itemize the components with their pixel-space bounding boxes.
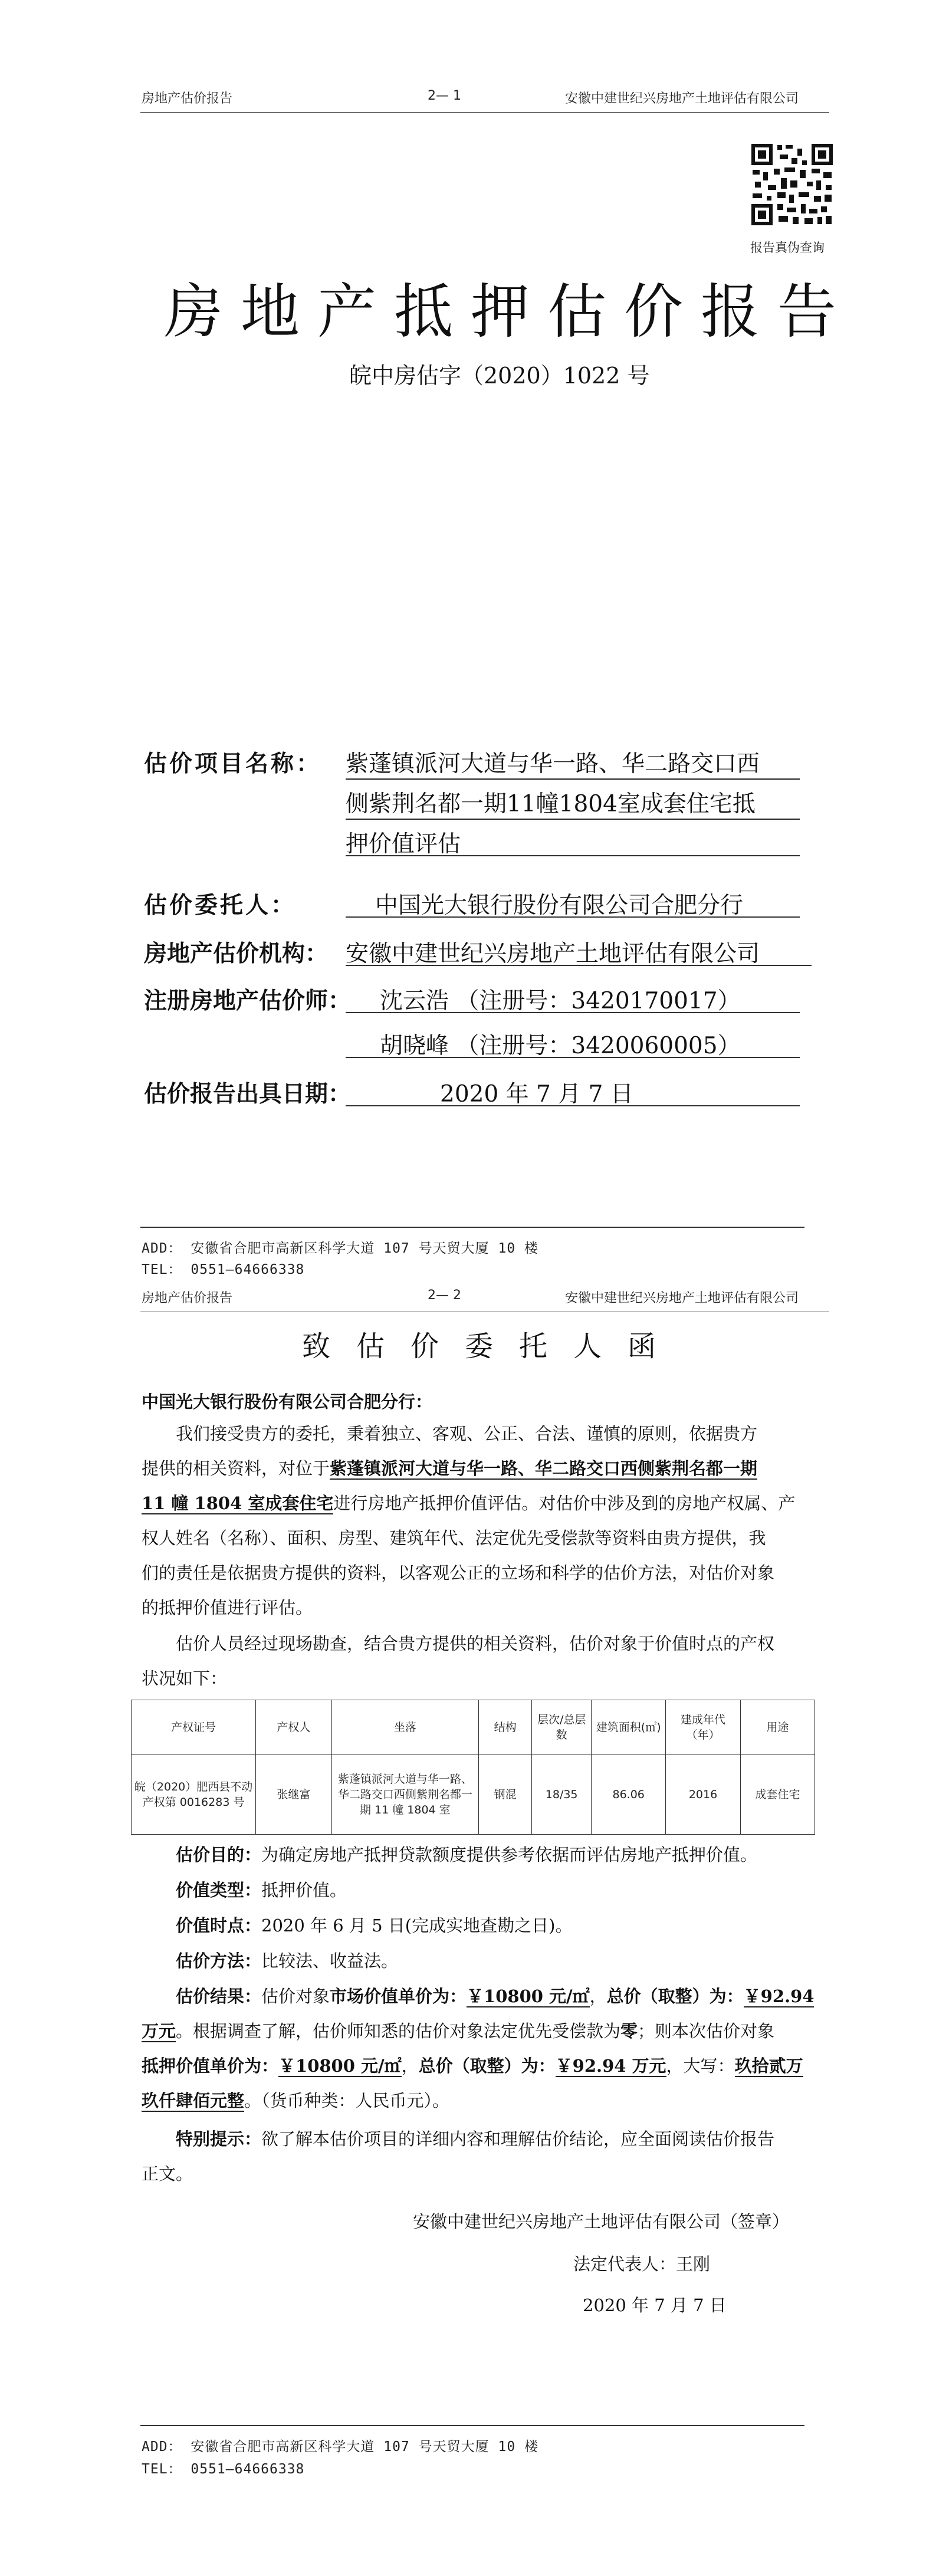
document-number: 皖中房估字（2020）1022 号 bbox=[349, 363, 650, 389]
field-value-date: 2020 年 7 月 7 日 bbox=[440, 1081, 633, 1108]
value-time-line: 价值时点：2020 年 6 月 5 日(完成实地查勘之日)。 bbox=[176, 1915, 573, 1936]
field-value-appraiser-2: 胡晓峰 （注册号：3420060005） bbox=[380, 1033, 741, 1059]
field-value-project-line2: 侧紫荆名都一期11幢1804室成套住宅抵 bbox=[346, 786, 800, 820]
cell-owner: 张继富 bbox=[256, 1754, 331, 1835]
header-left: 房地产估价报告 bbox=[142, 1291, 233, 1306]
th-location: 坐落 bbox=[331, 1700, 478, 1754]
th-cert-no: 产权证号 bbox=[132, 1700, 256, 1754]
cell-structure: 钢混 bbox=[479, 1754, 532, 1835]
field-label-client: 估价委托人： bbox=[144, 892, 297, 919]
field-label-agency: 房地产估价机构： bbox=[144, 940, 329, 967]
cell-area: 86.06 bbox=[592, 1754, 666, 1835]
qr-code-icon bbox=[750, 143, 834, 226]
signature-org: 安徽中建世纪兴房地产土地评估有限公司（签章） bbox=[413, 2212, 790, 2232]
footer-address: ADD： 安徽省合肥市高新区科学大道 107 号天贸大厦 10 楼 bbox=[142, 2439, 539, 2455]
header-page: 2— 2 bbox=[428, 1288, 461, 1303]
cell-cert-no: 皖（2020）肥西县不动产权第 0016283 号 bbox=[132, 1754, 256, 1835]
paragraph-2: 估价人员经过现场勘查，结合贵方提供的相关资料，估价对象于价值时点的产权 状况如下： bbox=[142, 1634, 775, 1688]
report-title: 房地产抵押估价报告 bbox=[164, 277, 854, 346]
footer-tel: TEL： 0551—64666338 bbox=[142, 1262, 305, 1277]
underline bbox=[346, 1105, 800, 1106]
footer-address: ADD： 安徽省合肥市高新区科学大道 107 号天贸大厦 10 楼 bbox=[142, 1241, 539, 1256]
underline bbox=[346, 1057, 800, 1058]
field-value-agency: 安徽中建世纪兴房地产土地评估有限公司 bbox=[346, 941, 760, 967]
th-owner: 产权人 bbox=[256, 1700, 331, 1754]
table-row bbox=[132, 1754, 815, 1835]
th-area: 建筑面积(㎡) bbox=[592, 1700, 666, 1754]
field-label-appraisers: 注册房地产估价师： bbox=[144, 987, 352, 1014]
th-structure: 结构 bbox=[479, 1700, 532, 1754]
th-floors: 层次/总层数 bbox=[532, 1700, 592, 1754]
qr-label: 报告真伪查询 bbox=[750, 241, 825, 255]
cell-location: 紫蓬镇派河大道与华一路、华二路交口西侧紫荆名都一期 11 幢 1804 室 bbox=[331, 1754, 478, 1835]
header-left: 房地产估价报告 bbox=[142, 91, 233, 106]
field-label-project: 估价项目名称： bbox=[144, 750, 322, 777]
field-label-date: 估价报告出具日期： bbox=[144, 1080, 352, 1108]
field-value-appraiser-1: 沈云浩 （注册号：3420170017） bbox=[380, 988, 741, 1014]
th-year: 建成年代（年） bbox=[666, 1700, 740, 1754]
footer-tel: TEL： 0551—64666338 bbox=[142, 2462, 305, 2477]
underline bbox=[346, 916, 800, 918]
underline bbox=[346, 855, 800, 856]
value-type-line: 价值类型：抵押价值。 bbox=[176, 1880, 347, 1900]
field-value-client: 中国光大银行股份有限公司合肥分行 bbox=[375, 892, 744, 919]
method-line: 估价方法：比较法、收益法。 bbox=[176, 1951, 399, 1971]
field-value-project-line3: 押价值评估 bbox=[346, 831, 461, 857]
signature-date: 2020 年 7 月 7 日 bbox=[583, 2295, 727, 2315]
special-note: 特别提示：欲了解本估价项目的详细内容和理解估价结论，应全面阅读估价报告 正文。 bbox=[142, 2129, 775, 2184]
property-rights-table bbox=[131, 1700, 815, 1835]
salutation: 中国光大银行股份有限公司合肥分行： bbox=[142, 1392, 433, 1412]
header-right: 安徽中建世纪兴房地产土地评估有限公司 bbox=[565, 91, 799, 106]
underline bbox=[346, 1012, 800, 1013]
paragraph-1: 我们接受贵方的委托，秉着独立、客观、公正、合法、谨慎的原则，依据贵方 提供的相关资料，对位于紫蓬镇派河大道与华一路、华二路交口西侧紫荆名都一期 11 幢 1804 室成套住宅进行房地产抵押价值评估。对估价中涉及到的房地产权属、产 权人姓名（名称）、面积、房型、建筑年代、法定优先受偿款等资料由贵方提供，我 们的责任是依据贵方提供的资料，以客观公正的立场和科学的估价方法，对估价对象 的抵押价值进行评估。 bbox=[142, 1424, 796, 1618]
header-rule bbox=[140, 112, 829, 113]
result-paragraph: 估价结果：估价对象市场价值单价为：￥10800 元/㎡，总价（取整）为：￥92.94 万元。根据调查了解，估价师知悉的估价对象法定优先受偿款为零；则本次估价对象 抵押价值单价为：￥10800 元/㎡，总价（取整）为：￥92.94 万元，大写：玖拾贰万 玖仟肆佰元整。（货币种类：人民币元）。 bbox=[142, 1986, 815, 2111]
purpose-line: 估价目的：为确定房地产抵押贷款额度提供参考依据而评估房地产抵押价值。 bbox=[176, 1845, 758, 1865]
footer-rule bbox=[140, 1227, 804, 1228]
field-value-project-line1: 紫蓬镇派河大道与华一路、华二路交口西 bbox=[346, 745, 800, 780]
underline bbox=[346, 965, 812, 966]
cell-use: 成套住宅 bbox=[740, 1754, 815, 1835]
table-header-row bbox=[132, 1700, 815, 1754]
cell-floors: 18/35 bbox=[532, 1754, 592, 1835]
footer-rule bbox=[140, 2425, 804, 2426]
th-use: 用途 bbox=[740, 1700, 815, 1754]
cell-year: 2016 bbox=[666, 1754, 740, 1835]
letter-title: 致估价委托人函 bbox=[302, 1330, 682, 1363]
header-right: 安徽中建世纪兴房地产土地评估有限公司 bbox=[565, 1291, 799, 1306]
signature-rep: 法定代表人：王刚 bbox=[573, 2254, 711, 2274]
header-page: 2— 1 bbox=[428, 88, 461, 103]
